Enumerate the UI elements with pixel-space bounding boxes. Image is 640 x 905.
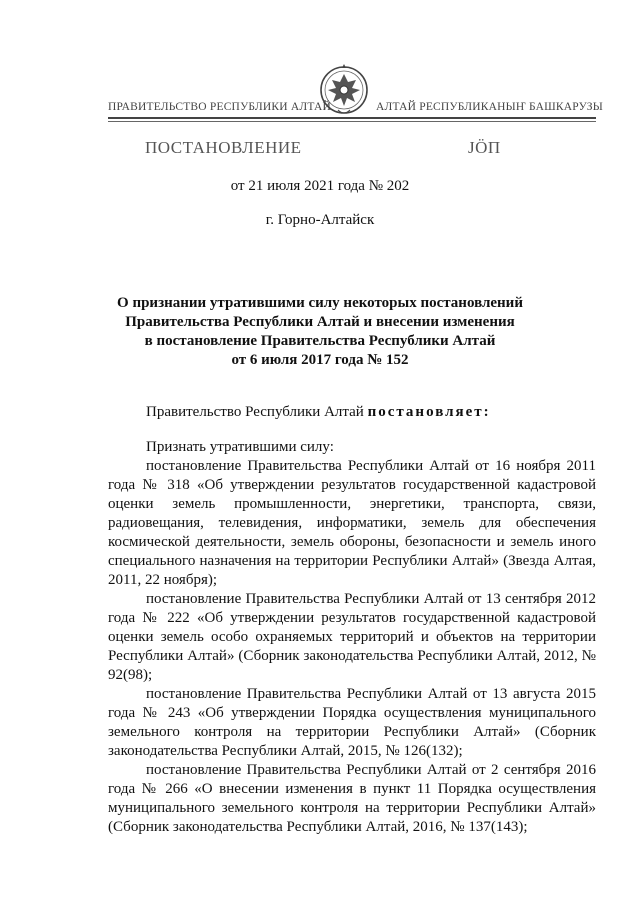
header-left-text: ПРАВИТЕЛЬСТВО РЕСПУБЛИКИ АЛТАЙ bbox=[108, 101, 332, 113]
preamble bbox=[146, 404, 491, 421]
document-type: ПОСТАНОВЛЕНИЕ bbox=[145, 138, 302, 157]
title-line: в постановление Правительства Республики Алтай bbox=[144, 333, 496, 349]
header-right-text: АЛТАЙ РЕСПУБЛИКАНЫҤ БАШКАРУЗЫ bbox=[376, 101, 603, 113]
body-item: постановление Правительства Республики Алтай от 13 сентября 2012 года № 222 «Об утверждении результатов государственной кадастровой оценки земель особо охраняемых территорий и объектов на территории Республики Алтай» (Сборник законодательства Республики Алтай, 2012, № 92(98); bbox=[108, 591, 596, 683]
document-body bbox=[108, 438, 596, 837]
header-rule-thick bbox=[108, 117, 596, 119]
document-city: г. Горно-Алтайск bbox=[265, 212, 375, 228]
body-item: постановление Правительства Республики Алтай от 16 ноября 2011 года № 318 «Об утверждении результатов государственной кадастровой оценки земель промышленности, энергетики, транспорта, связи, радиовещания, телевидения, информатики, земель для обеспечения космической деятельности, земель обороны, безопасности и земель иного специального назначения на территории Республики Алтай» (Звезда Алтая, 2011, 22 ноября); bbox=[108, 458, 596, 588]
document-type-altai: ЈӦП bbox=[468, 138, 501, 157]
document-date-number: от 21 июля 2021 года № 202 bbox=[230, 178, 410, 194]
body-intro: Признать утратившими силу: bbox=[146, 439, 334, 455]
preamble-emphasis: постановляет: bbox=[367, 404, 491, 420]
document-title bbox=[100, 294, 540, 370]
title-line: Правительства Республики Алтай и внесении изменения bbox=[125, 314, 515, 330]
title-line: от 6 июля 2017 года № 152 bbox=[231, 352, 409, 368]
title-line: О признании утратившими силу некоторых постановлений bbox=[117, 295, 523, 311]
header-rule-thin bbox=[108, 121, 596, 122]
preamble-text: Правительство Республики Алтай bbox=[146, 404, 368, 420]
body-item: постановление Правительства Республики Алтай от 2 сентября 2016 года № 266 «О внесении изменения в пункт 11 Порядка осуществления муниципального земельного контроля на территории Республики Алтай» (Сборник законодательства Республики Алтай, 2016, № 137(143); bbox=[108, 762, 596, 835]
body-item: постановление Правительства Республики Алтай от 13 августа 2015 года № 243 «Об утверждении Порядка осуществления муниципального земельного контроля на территории Республики Алтай» (Сборник законодательства Республики Алтай, 2015, № 126(132); bbox=[108, 686, 596, 759]
